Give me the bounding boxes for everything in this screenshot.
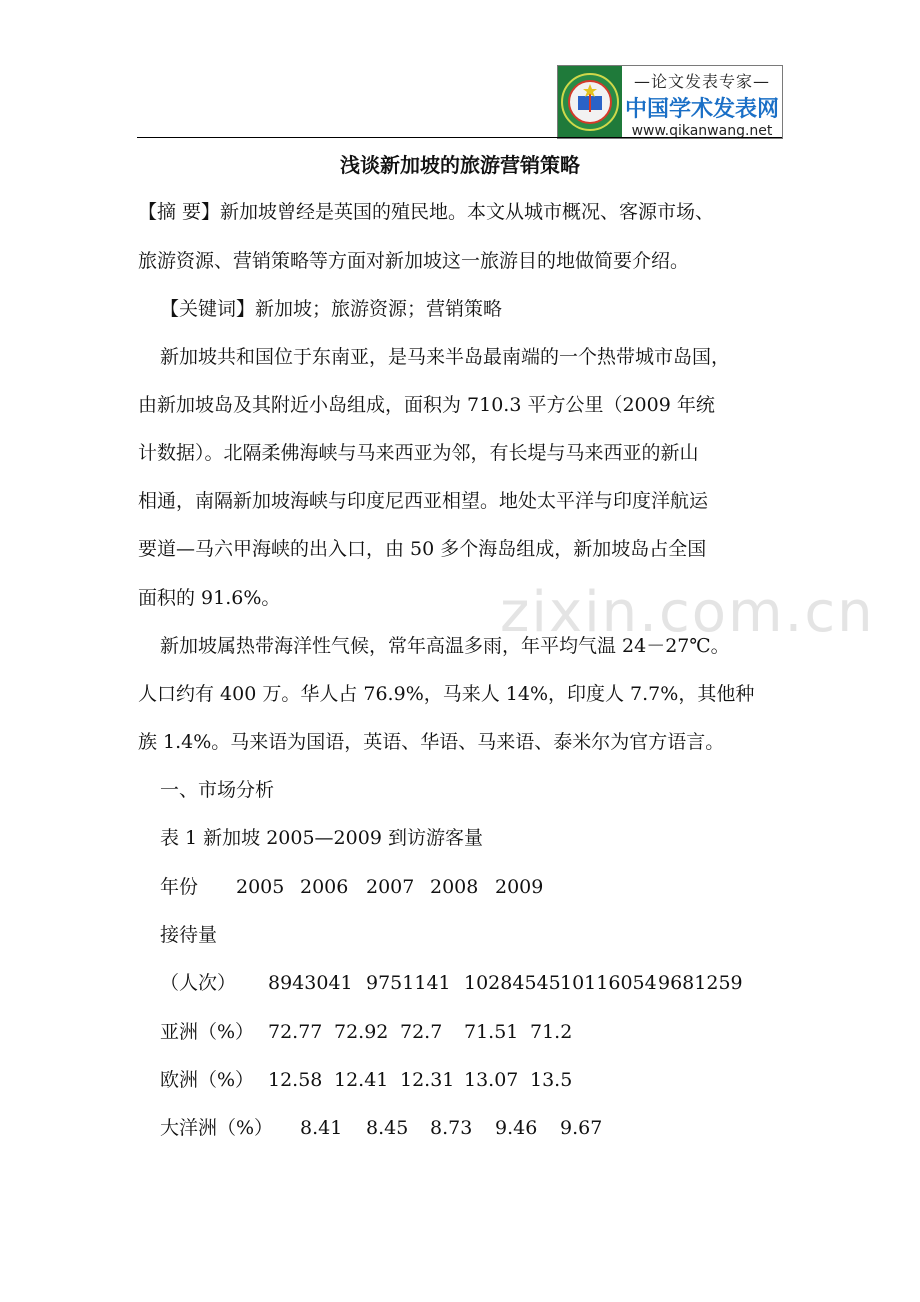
row-label: 亚洲（%） (160, 1021, 255, 1043)
value-cell: 8.73 (430, 1117, 473, 1139)
value-cell: 9751141 (366, 972, 451, 994)
year-cell: 2005 (236, 876, 285, 898)
year-cell: 2006 (300, 876, 349, 898)
value-cell: 8943041 (268, 972, 353, 994)
value-cell: 71.51 (464, 1021, 519, 1043)
paragraph-line: 族 1.4%。马来语为国语，英语、华语、马来语、泰米尔为官方语言。 (138, 731, 725, 753)
row-label: 接待量 (160, 924, 218, 946)
header-divider (137, 137, 782, 138)
paragraph-line: 新加坡属热带海洋性气候，常年高温多雨，年平均气温 24－27℃。 (160, 635, 730, 657)
logo-text-block (622, 66, 782, 138)
watermark: zixin.com.cn (500, 580, 875, 645)
row-label: 欧洲（%） (160, 1069, 255, 1091)
paragraph-line: 要道—马六甲海峡的出入口，由 50 多个海岛组成，新加坡岛占全国 (138, 538, 707, 560)
value-cell: 12.58 (268, 1069, 323, 1091)
abstract-line: 旅游资源、营销策略等方面对新加坡这一旅游目的地做简要介绍。 (138, 250, 690, 272)
value-cell: 72.77 (268, 1021, 323, 1043)
value-cell: 10284545 (464, 972, 561, 994)
value-cell: 13.5 (530, 1069, 573, 1091)
value-cell: 8.45 (366, 1117, 409, 1139)
section-heading: 一、市场分析 (160, 779, 275, 801)
value-cell: 9.46 (495, 1117, 538, 1139)
abstract-line: 【摘 要】新加坡曾经是英国的殖民地。本文从城市概况、客源市场、 (138, 201, 715, 223)
article-title: 浅谈新加坡的旅游营销策略 (340, 153, 580, 177)
logo-site-name: 中国学术发表网 (624, 97, 779, 122)
logo-emblem-icon (558, 66, 622, 138)
row-label: 年份 (160, 876, 199, 898)
value-cell: 72.7 (400, 1021, 443, 1043)
paragraph-line: 人口约有 400 万。华人占 76.9%，马来人 14%，印度人 7.7%，其他种 (138, 683, 755, 705)
row-label: 大洋洲（%） (160, 1117, 274, 1139)
table-caption: 表 1 新加坡 2005—2009 到访游客量 (160, 827, 483, 849)
value-cell: 12.41 (334, 1069, 389, 1091)
keywords: 【关键词】新加坡；旅游资源；营销策略 (160, 298, 503, 320)
logo-url: www.qikanwang.net (631, 123, 773, 139)
year-cell: 2009 (495, 876, 544, 898)
year-cell: 2007 (366, 876, 415, 898)
value-cell: 12.31 (400, 1069, 455, 1091)
logo-slogan: —论文发表专家— (633, 72, 770, 91)
value-cell: 13.07 (464, 1069, 519, 1091)
value-cell: 9681259 (658, 972, 743, 994)
paragraph-line: 计数据）。北隔柔佛海峡与马来西亚为邻，有长堤与马来西亚的新山 (138, 442, 699, 464)
paragraph-line: 新加坡共和国位于东南亚，是马来半岛最南端的一个热带城市岛国， (160, 346, 731, 368)
paragraph-line: 相通，南隔新加坡海峡与印度尼西亚相望。地处太平洋与印度洋航运 (138, 490, 709, 512)
value-cell: 71.2 (530, 1021, 573, 1043)
value-cell: 10116054 (560, 972, 657, 994)
site-logo (557, 65, 783, 139)
value-cell: 72.92 (334, 1021, 389, 1043)
paragraph-line: 面积的 91.6%。 (138, 587, 281, 609)
row-label: （人次） (160, 972, 237, 994)
year-cell: 2008 (430, 876, 479, 898)
value-cell: 9.67 (560, 1117, 603, 1139)
value-cell: 8.41 (300, 1117, 343, 1139)
paragraph-line: 由新加坡岛及其附近小岛组成，面积为 710.3 平方公里（2009 年统 (138, 394, 715, 416)
